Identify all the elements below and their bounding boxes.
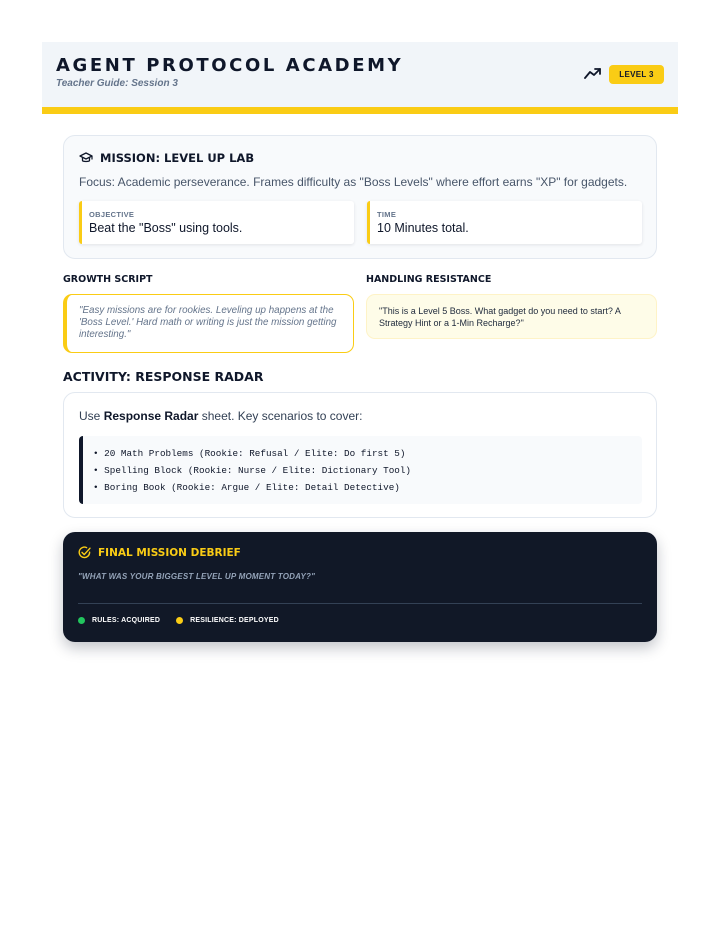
level-badge: LEVEL 3 — [609, 65, 664, 84]
list-item: • Spelling Block (Rookie: Nurse / Elite: Dictionary Tool) — [93, 465, 412, 476]
objective-value: Beat the "Boss" using tools. — [89, 221, 243, 235]
response-radar-name: Response Radar — [103, 409, 199, 423]
status-label: RULES: ACQUIRED — [92, 617, 161, 624]
status-item-rules — [78, 617, 160, 624]
growth-script-box: "Easy missions are for rookies. Leveling up happens at the 'Boss Level.' Hard math or writing is just the mission getting interesting." — [63, 294, 354, 353]
status-label: RESILIENCE: DEPLOYED — [190, 617, 279, 624]
page-subtitle: Teacher Guide: Session 3 — [56, 78, 178, 89]
time-box — [367, 201, 642, 244]
handling-resistance-label: HANDLING RESISTANCE — [366, 274, 492, 285]
activity-intro-prefix: Use — [79, 409, 104, 423]
debrief-card — [63, 532, 657, 642]
page-title: AGENT PROTOCOL ACADEMY — [56, 55, 404, 76]
list-item: • Boring Book (Rookie: Argue / Elite: Detail Detective) — [93, 482, 400, 493]
graduation-cap-icon — [79, 152, 93, 164]
time-label: TIME — [377, 210, 397, 219]
handling-resistance-box: "This is a Level 5 Boss. What gadget do you need to start? A Strategy Hint or a 1-Min Recharge?" — [366, 294, 657, 339]
objective-label: OBJECTIVE — [89, 210, 135, 219]
debrief-header — [78, 546, 241, 559]
scenario-list — [79, 436, 642, 504]
check-circle-icon — [78, 546, 91, 559]
status-dot — [78, 617, 85, 624]
mission-title: MISSION: LEVEL UP LAB — [100, 151, 255, 165]
status-dot — [176, 617, 183, 624]
mission-header — [79, 150, 254, 166]
trending-up-icon — [584, 66, 602, 80]
activity-intro — [79, 409, 362, 423]
activity-title: ACTIVITY: RESPONSE RADAR — [63, 369, 264, 384]
page-header — [42, 42, 678, 114]
growth-script-label: GROWTH SCRIPT — [63, 274, 153, 285]
mission-focus: Focus: Academic perseverance. Frames difficulty as "Boss Levels" where effort earns "XP" for gadgets. — [79, 175, 628, 189]
list-item: • 20 Math Problems (Rookie: Refusal / Elite: Do first 5) — [93, 448, 406, 459]
time-value: 10 Minutes total. — [377, 221, 469, 235]
activity-card — [63, 392, 657, 518]
activity-intro-suffix: sheet. Key scenarios to cover: — [198, 409, 363, 423]
mission-card — [63, 135, 657, 259]
debrief-question: "WHAT WAS YOUR BIGGEST LEVEL UP MOMENT TODAY?" — [78, 572, 316, 581]
debrief-title: FINAL MISSION DEBRIEF — [98, 546, 241, 559]
objective-box — [79, 201, 354, 244]
divider — [78, 603, 642, 604]
status-row — [78, 617, 295, 624]
status-item-resilience — [176, 617, 279, 624]
